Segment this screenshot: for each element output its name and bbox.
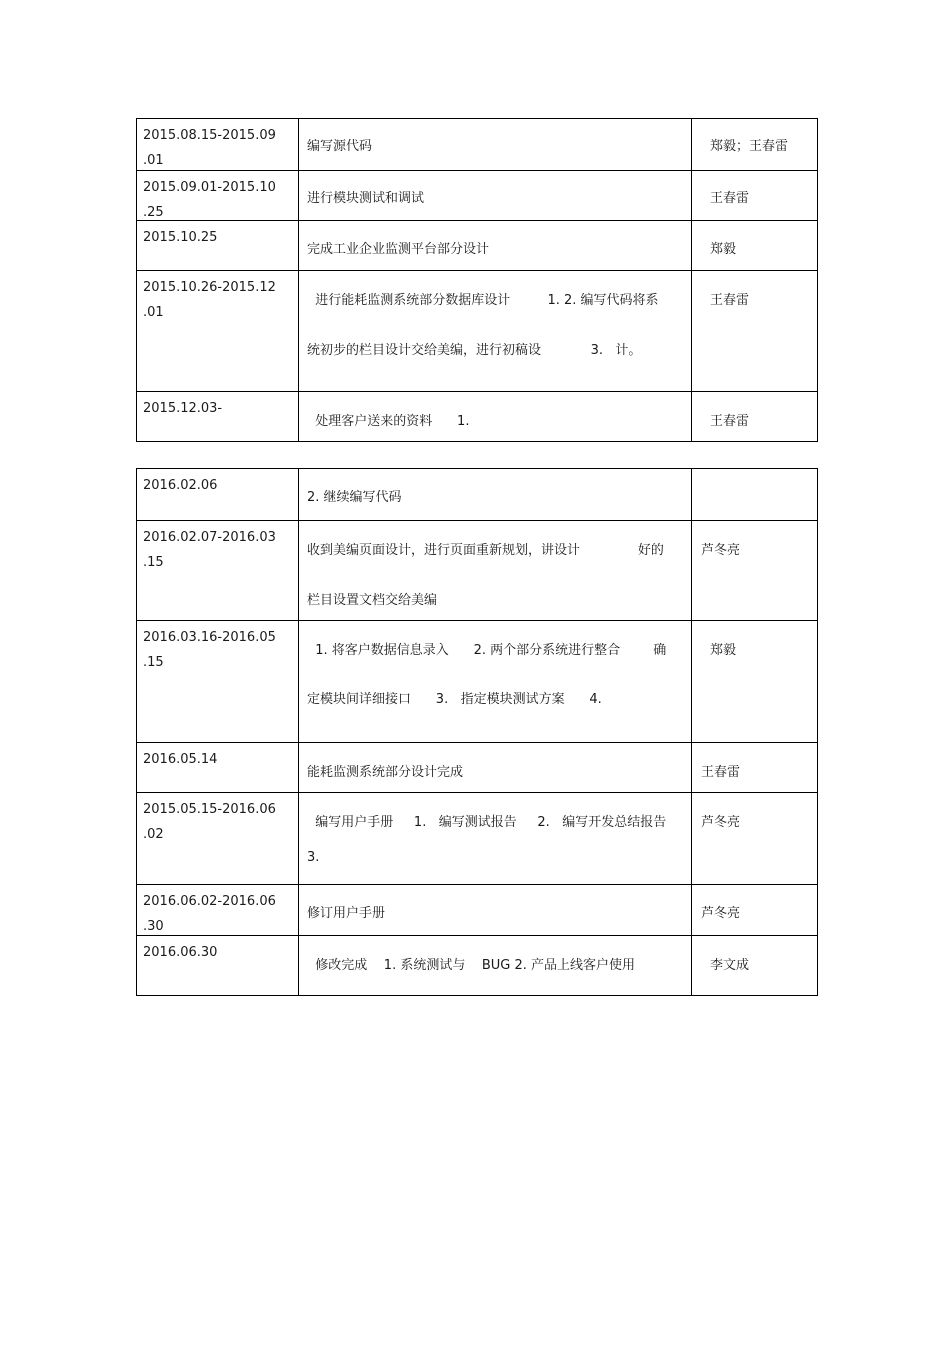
date-end: .15 — [143, 655, 164, 670]
table-row — [137, 220, 817, 270]
task-text: 编写源代码 — [307, 139, 373, 154]
task-text: 处理客户送来的资料 1. — [307, 414, 470, 429]
date-start: 2015.10.26-2015.12 — [143, 280, 276, 295]
table-row — [137, 742, 817, 792]
owner-name: 郑毅 — [710, 242, 737, 257]
task-text: 统初步的栏目设计交给美编，进行初稿设 3. 计。 — [307, 343, 642, 358]
date-start: 2016.06.30 — [143, 945, 218, 960]
owner-name: 李文成 — [710, 958, 750, 973]
owner-name: 王春雷 — [710, 191, 750, 206]
owner-name: 王春雷 — [701, 765, 741, 780]
date-start: 2015.12.03- — [143, 401, 223, 416]
task-text: 定模块间详细接口 3. 指定模块测试方案 4. — [307, 692, 602, 707]
date-start: 2015.09.01-2015.10 — [143, 180, 276, 195]
owner-name: 郑毅；王春雷 — [710, 139, 789, 154]
date-end: .25 — [143, 205, 164, 220]
date-start: 2016.02.06 — [143, 478, 218, 493]
date-start: 2015.05.15-2016.06 — [143, 802, 276, 817]
table-row — [137, 391, 817, 441]
table-row — [137, 792, 817, 884]
table-row — [137, 170, 817, 220]
schedule-table-2 — [136, 468, 818, 996]
date-start: 2016.05.14 — [143, 752, 218, 767]
table-row — [137, 935, 817, 995]
table-row — [137, 270, 817, 391]
owner-name: 芦冬亮 — [701, 906, 741, 921]
table-row — [137, 119, 817, 170]
date-end: .30 — [143, 919, 164, 934]
task-text: 3. — [307, 850, 320, 865]
date-start: 2016.03.16-2016.05 — [143, 630, 276, 645]
date-end: .15 — [143, 555, 164, 570]
table-row — [137, 520, 817, 620]
date-start: 2016.02.07-2016.03 — [143, 530, 276, 545]
date-end: .02 — [143, 827, 164, 842]
date-start: 2016.06.02-2016.06 — [143, 894, 276, 909]
owner-name: 芦冬亮 — [701, 543, 741, 558]
task-text: 进行模块测试和调试 — [307, 191, 425, 206]
task-text: 修改完成 1. 系统测试与 BUG 2. 产品上线客户使用 — [307, 958, 636, 973]
date-start: 2015.10.25 — [143, 230, 218, 245]
owner-name: 郑毅 — [710, 643, 737, 658]
schedule-table-1 — [136, 118, 818, 442]
table-row — [137, 469, 817, 520]
table-row — [137, 884, 817, 935]
task-text: 进行能耗监测系统部分数据库设计 1. 2. 编写代码将系 — [307, 293, 659, 308]
date-end: .01 — [143, 153, 164, 168]
date-end: .01 — [143, 305, 164, 320]
task-text: 完成工业企业监测平台部分设计 — [307, 242, 490, 257]
task-text: 编写用户手册 1. 编写测试报告 2. 编写开发总结报告 — [307, 815, 667, 830]
table-row — [137, 620, 817, 742]
task-text: 能耗监测系统部分设计完成 — [307, 765, 464, 780]
task-text: 1. 将客户数据信息录入 2. 两个部分系统进行整合 确 — [307, 643, 667, 658]
task-text: 2. 继续编写代码 — [307, 490, 402, 505]
owner-name: 王春雷 — [710, 414, 750, 429]
task-text: 栏目设置文档交给美编 — [307, 593, 438, 608]
task-text: 修订用户手册 — [307, 906, 386, 921]
owner-name: 芦冬亮 — [701, 815, 741, 830]
owner-name: 王春雷 — [710, 293, 750, 308]
task-text: 收到美编页面设计，进行页面重新规划，讲设计 好的 — [307, 543, 664, 558]
date-start: 2015.08.15-2015.09 — [143, 128, 276, 143]
